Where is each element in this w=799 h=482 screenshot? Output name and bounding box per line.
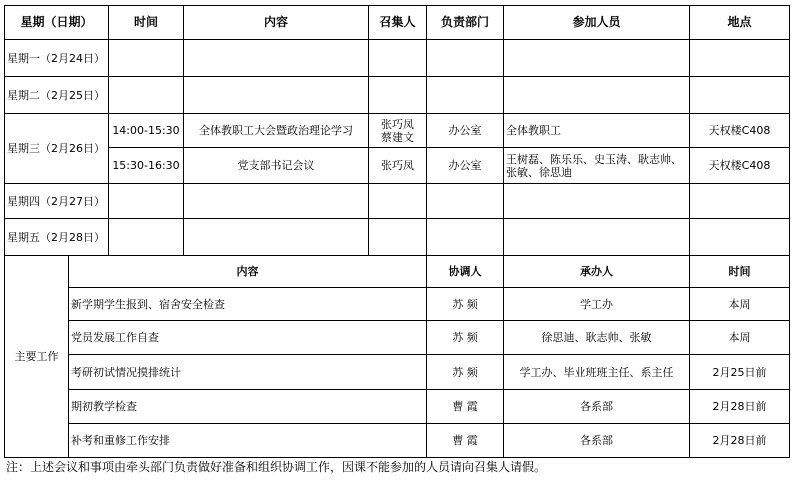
task-handler: 学工办 (504, 288, 690, 321)
cell-empty (109, 40, 184, 77)
task-coordinator: 苏 频 (427, 321, 504, 355)
cell-empty (427, 40, 504, 77)
cell-empty (504, 219, 690, 256)
day-label: 星期五（2月28日） (5, 219, 109, 256)
task-content: 期初教学检查 (69, 390, 427, 424)
cell-empty (109, 219, 184, 256)
header-weekday: 星期（日期） (5, 6, 109, 40)
task-time: 本周 (690, 321, 790, 355)
header-row (5, 6, 790, 40)
meeting-convener: 张巧凤 (369, 148, 427, 184)
schedule-sheet (4, 5, 790, 458)
meeting-dept: 办公室 (427, 114, 504, 148)
table-row (5, 288, 790, 321)
cell-empty (184, 219, 369, 256)
weekly-schedule-table (4, 5, 790, 458)
header-convener: 召集人 (369, 6, 427, 40)
day-label: 星期三（2月26日） (5, 114, 109, 184)
task-content: 党员发展工作自查 (69, 321, 427, 355)
task-time: 本周 (690, 288, 790, 321)
day-row-fri (5, 219, 790, 256)
meeting-convener: 张巧凤 蔡建文 (369, 114, 427, 148)
table-row (5, 321, 790, 355)
main-work-header-handler: 承办人 (504, 256, 690, 288)
day-label: 星期四（2月27日） (5, 184, 109, 219)
header-location: 地点 (690, 6, 790, 40)
day-label: 星期二（2月25日） (5, 77, 109, 114)
meeting-time: 14:00-15:30 (109, 114, 184, 148)
meeting-attendees: 王树磊、陈乐乐、史玉涛、耿志帅、张敏、徐思迪 (504, 148, 690, 184)
task-content: 补考和重修工作安排 (69, 424, 427, 458)
table-row (5, 355, 790, 390)
cell-empty (427, 184, 504, 219)
task-handler: 各系部 (504, 424, 690, 458)
header-attendees: 参加人员 (504, 6, 690, 40)
day-label: 星期一（2月24日） (5, 40, 109, 77)
header-content: 内容 (184, 6, 369, 40)
meeting-location: 天权楼C408 (690, 148, 790, 184)
meeting-dept: 办公室 (427, 148, 504, 184)
cell-empty (369, 219, 427, 256)
task-coordinator: 曹 霞 (427, 424, 504, 458)
task-coordinator: 苏 频 (427, 288, 504, 321)
table-row (5, 424, 790, 458)
day-row-mon (5, 40, 790, 77)
meeting-time: 15:30-16:30 (109, 148, 184, 184)
meeting-content: 全体教职工大会暨政治理论学习 (184, 114, 369, 148)
task-content: 考研初试情况摸排统计 (69, 355, 427, 390)
footnote: 注：上述会议和事项由牵头部门负责做好准备和组织协调工作，因课不能参加的人员请向召集人请假。 (6, 460, 547, 474)
cell-empty (690, 40, 790, 77)
day-row-wed-meeting-2 (5, 148, 790, 184)
meeting-content: 党支部书记会议 (184, 148, 369, 184)
day-row-thu (5, 184, 790, 219)
meeting-location: 天权楼C408 (690, 114, 790, 148)
task-time: 2月28日前 (690, 424, 790, 458)
main-work-label: 主要工作 (5, 256, 69, 458)
day-row-tue (5, 77, 790, 114)
cell-empty (109, 77, 184, 114)
cell-empty (690, 219, 790, 256)
task-coordinator: 曹 霞 (427, 390, 504, 424)
cell-empty (184, 40, 369, 77)
cell-empty (427, 219, 504, 256)
task-handler: 各系部 (504, 390, 690, 424)
cell-empty (184, 184, 369, 219)
task-time: 2月25日前 (690, 355, 790, 390)
cell-empty (109, 184, 184, 219)
meeting-attendees: 全体教职工 (504, 114, 690, 148)
cell-empty (427, 77, 504, 114)
cell-empty (369, 40, 427, 77)
cell-empty (504, 184, 690, 219)
task-handler: 学工办、毕业班班主任、系主任 (504, 355, 690, 390)
table-row (5, 390, 790, 424)
task-time: 2月28日前 (690, 390, 790, 424)
cell-empty (690, 184, 790, 219)
cell-empty (369, 77, 427, 114)
cell-empty (369, 184, 427, 219)
day-row-wed-meeting-1 (5, 114, 790, 148)
cell-empty (184, 77, 369, 114)
task-coordinator: 苏 频 (427, 355, 504, 390)
main-work-header-row (5, 256, 790, 288)
header-time: 时间 (109, 6, 184, 40)
task-content: 新学期学生报到、宿舍安全检查 (69, 288, 427, 321)
main-work-header-content: 内容 (69, 256, 427, 288)
task-handler: 徐思迪、耿志帅、张敏 (504, 321, 690, 355)
header-dept: 负责部门 (427, 6, 504, 40)
cell-empty (504, 40, 690, 77)
main-work-header-time: 时间 (690, 256, 790, 288)
cell-empty (504, 77, 690, 114)
main-work-header-coordinator: 协调人 (427, 256, 504, 288)
cell-empty (690, 77, 790, 114)
